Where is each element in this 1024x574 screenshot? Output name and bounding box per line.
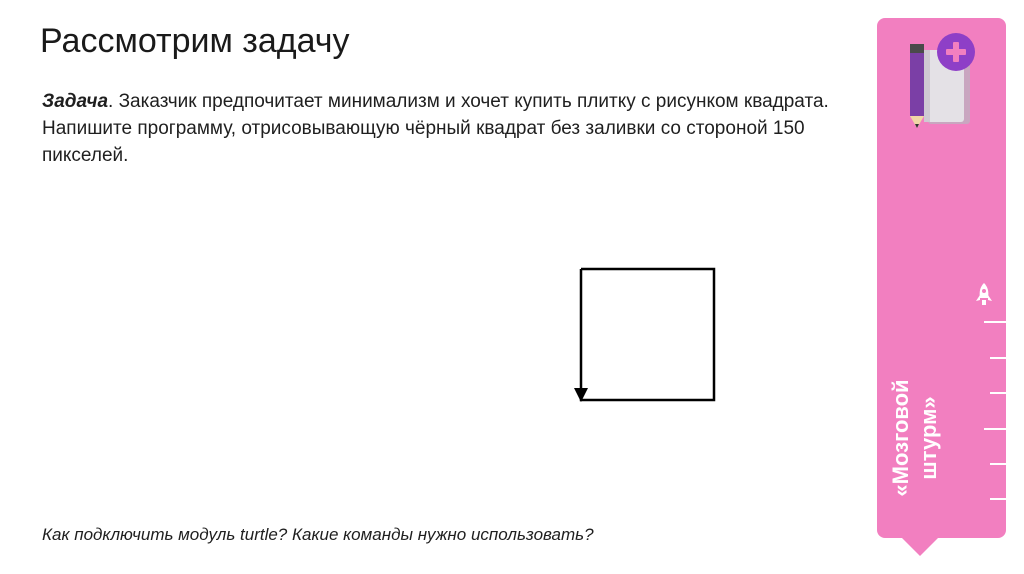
- question-text: Как подключить модуль turtle? Какие команды нужно использовать?: [42, 525, 594, 544]
- turtle-square-illustration: [570, 262, 722, 408]
- rocket-icon: [975, 282, 993, 308]
- side-panel-pointer: [898, 534, 942, 556]
- notebook-pencil-plus-icon: [900, 30, 980, 130]
- ruler-tick: [984, 428, 1006, 430]
- square-outline: [581, 269, 714, 400]
- ruler-tick: [984, 321, 1006, 323]
- brainstorm-label: [887, 379, 943, 496]
- task-text: [42, 88, 852, 169]
- slide-title: Рассмотрим задачу: [40, 22, 350, 60]
- task-lead: Задача: [42, 91, 109, 112]
- ruler-tick: [990, 463, 1006, 465]
- brainstorm-label-line2: штурм»: [916, 396, 941, 480]
- ruler-tick: [990, 357, 1006, 359]
- ruler-tick: [990, 392, 1006, 394]
- ruler-tick: [990, 498, 1006, 500]
- brainstorm-label-line1: «Мозговой: [888, 379, 913, 497]
- task-body: . Заказчик предпочитает минимализм и хочет купить плитку с рисунком квадрата. Напишите программу, отрисовывающую чёрный квадрат без заливки со стороной 150 пикселей.: [42, 91, 829, 166]
